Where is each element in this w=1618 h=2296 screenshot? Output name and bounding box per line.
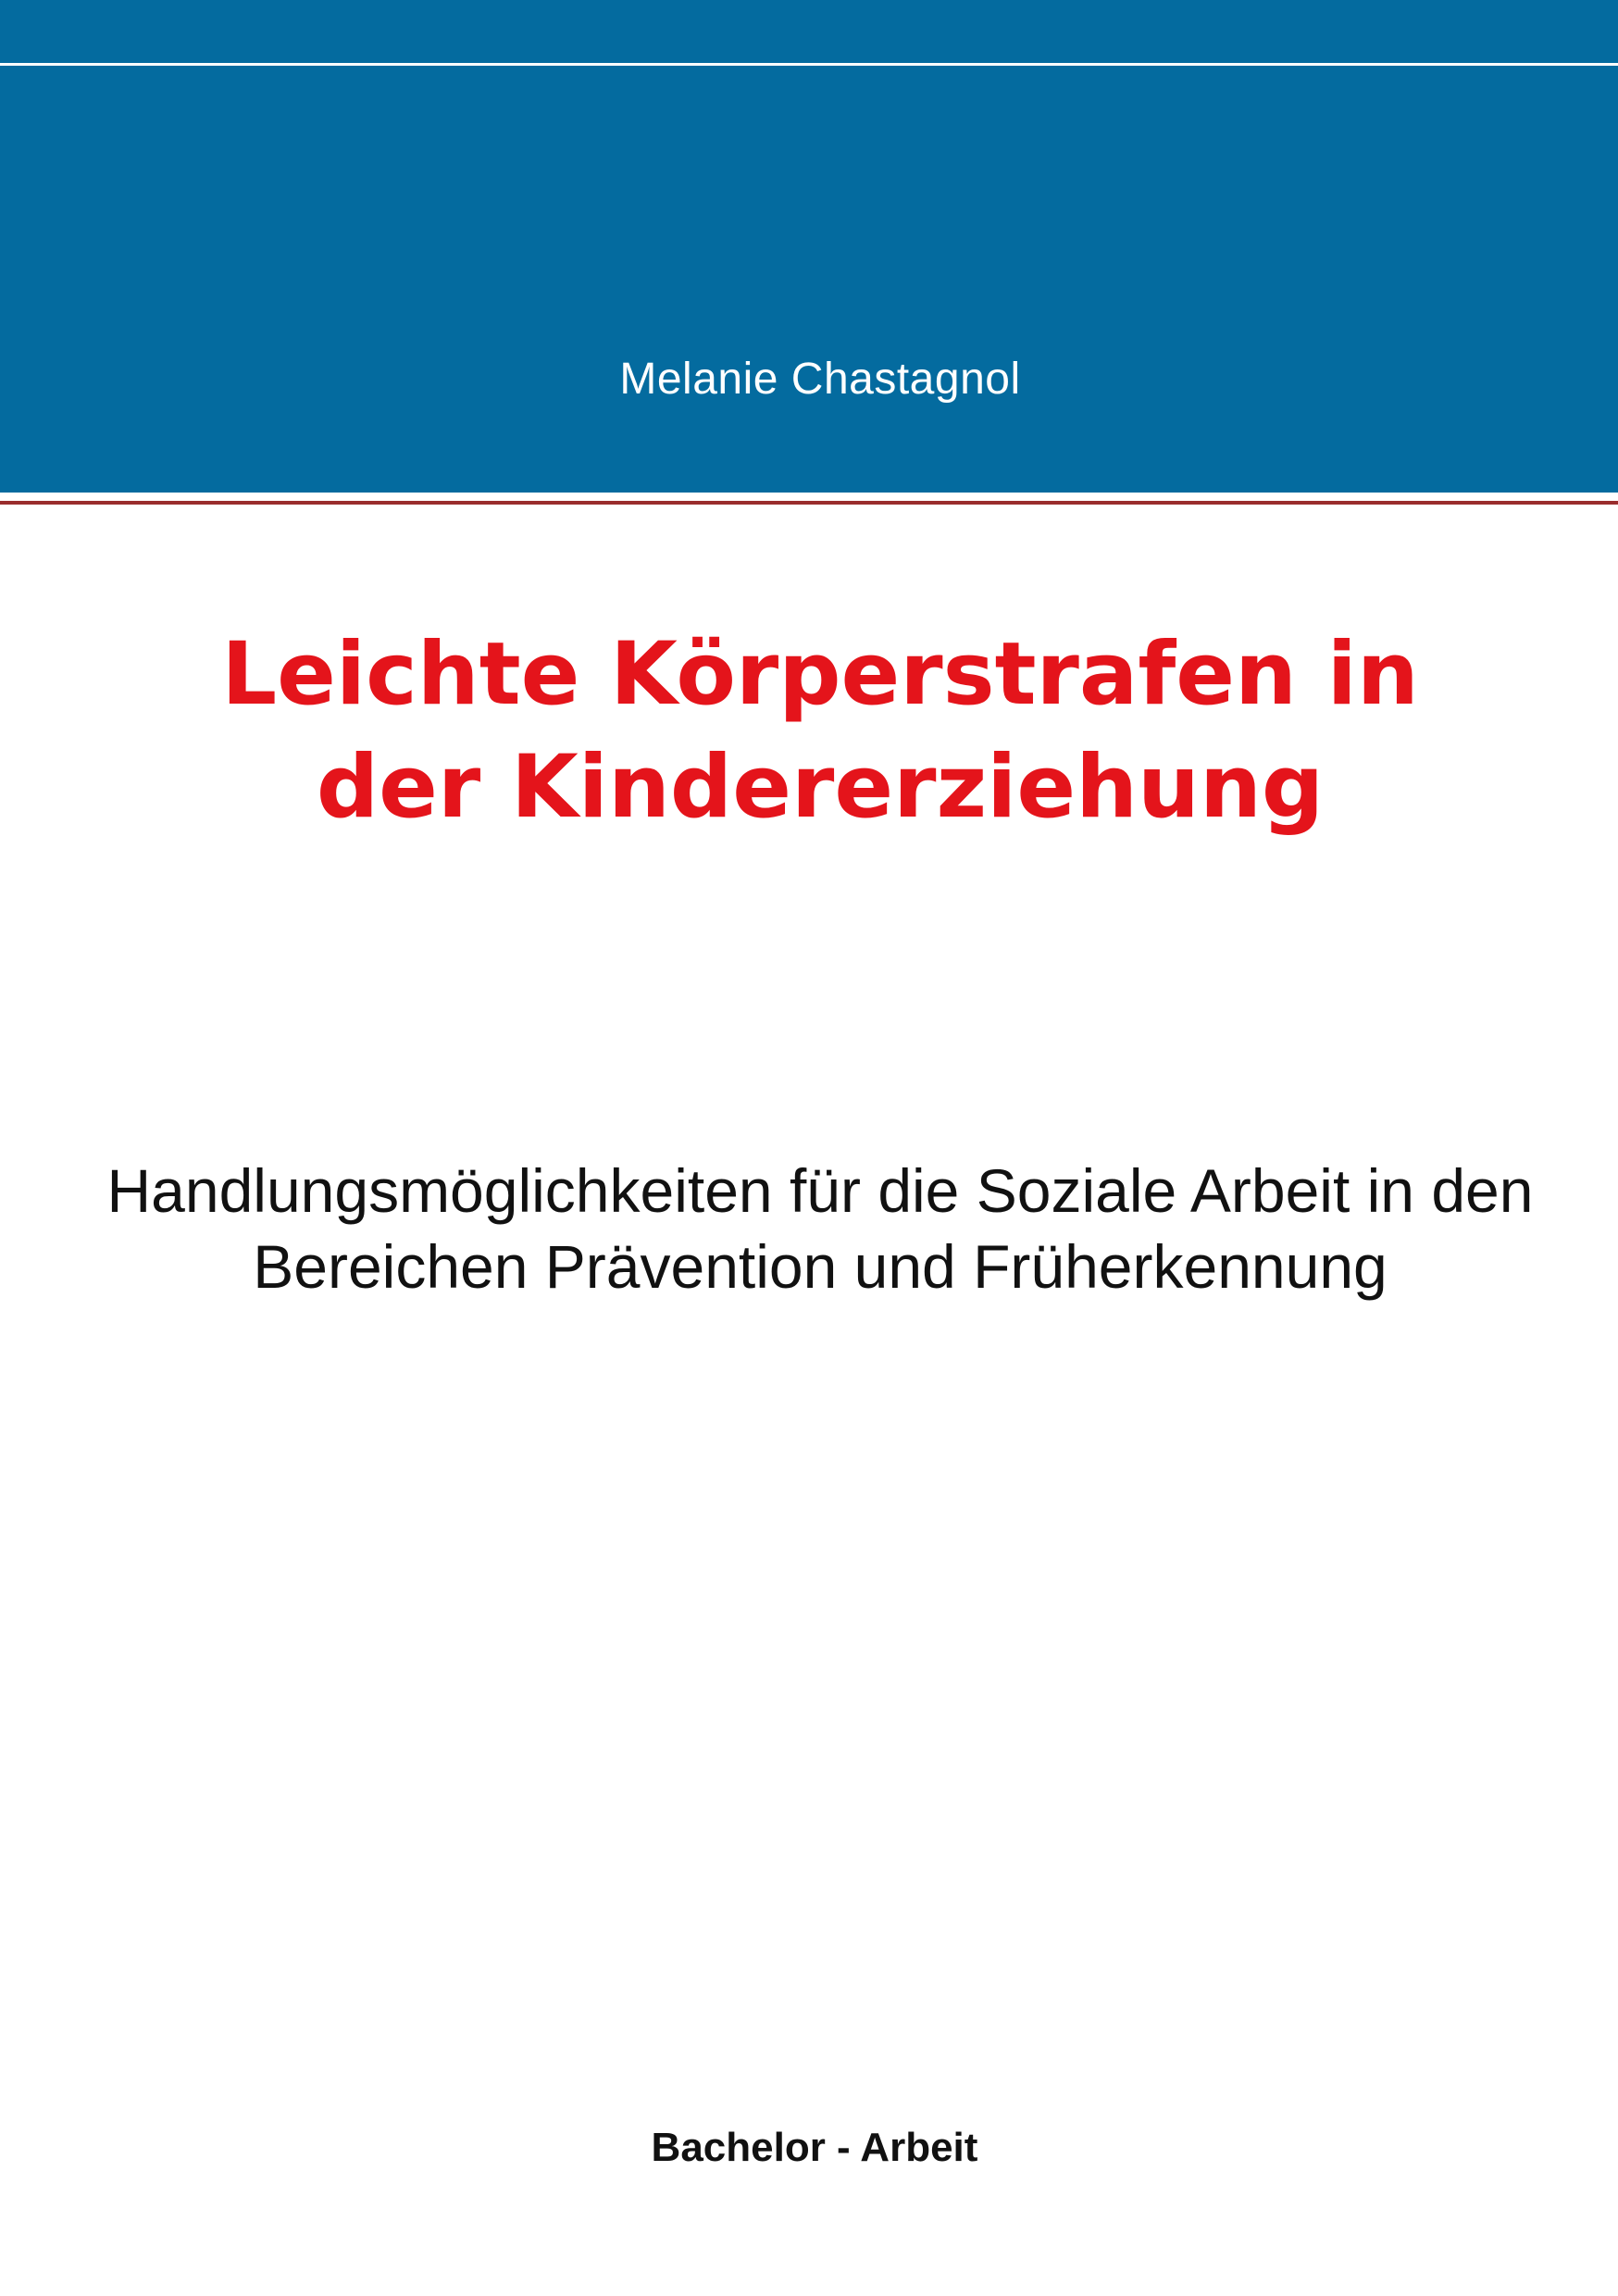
header-top-rule — [0, 63, 1618, 66]
book-title: Leichte Körperstrafen in der Kindererziehung — [221, 624, 1419, 838]
book-subtitle: Handlungsmöglichkeiten für die Soziale Arbeit in den Bereichen Prävention und Früherkennung — [106, 1156, 1534, 1301]
document-type-label: Bachelor - Arbeit — [651, 2125, 978, 2170]
header-bottom-rule — [0, 501, 1618, 505]
author-name: Melanie Chastagnol — [619, 355, 1021, 404]
header-band — [0, 0, 1618, 493]
